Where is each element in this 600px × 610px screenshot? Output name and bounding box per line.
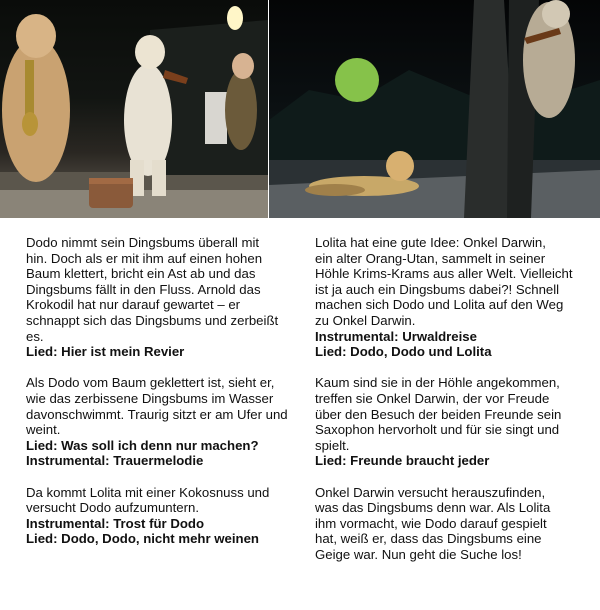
text-line: Geige war. Nun geht die Suche los! [315,546,522,562]
text-line: ist ja auch ein Dingsbums dabei?! Schnell [315,281,560,297]
text-line: davonschwimmt. Traurig sitzt er am Ufer und [26,406,288,422]
text-line: Kaum sind sie in der Höhle angekommen, [315,375,560,391]
text-line: Dodo nimmt sein Dingsbums überall mit [26,235,260,250]
text-line: Krokodil hat nur darauf gewartet – er [26,297,241,313]
text-line: Als Dodo vom Baum geklettert ist, sieht er, [26,375,275,391]
track-title: Lied: Was soll ich denn nur machen? [26,437,259,453]
track-title: Instrumental: Trauermelodie [26,453,204,469]
text-line: Saxophon hervorholt und für sie singt und [315,422,560,438]
text-line: Lolita hat eine gute Idee: Onkel Darwin, [315,235,546,250]
track-title: Instrumental: Urwaldreise [315,328,477,344]
text-line: treffen sie Onkel Darwin, der vor Freude [315,390,550,406]
left-paragraph [26,375,290,469]
text-line: hin. Doch als er mit ihm auf einen hohen [26,250,263,266]
track-title: Lied: Hier ist mein Revier [26,344,185,360]
stage-photo-right [269,0,600,218]
track-title: Lied: Dodo, Dodo, nicht mehr weinen [26,531,259,547]
text-line: ihm vormacht, wie Dodo darauf gespielt [315,515,547,531]
text-column-left [26,235,290,562]
left-paragraph [26,235,290,360]
text-line: Onkel Darwin versucht herauszufinden, [315,484,546,500]
text-line: weint. [26,422,61,438]
text-line: spielt. [315,437,350,453]
right-paragraph [315,485,579,563]
stage-photo-left-art [0,0,268,218]
right-paragraph [315,235,579,360]
text-line: versucht Dodo aufzumuntern. [26,500,199,516]
text-line: Baum klettert, bricht ein Ast ab und das [26,266,256,282]
track-title: Lied: Freunde braucht jeder [315,453,490,469]
text-line: es. [26,328,44,344]
text-column-right [315,235,579,578]
left-paragraph [26,485,290,547]
text-line: zu Onkel Darwin. [315,312,416,328]
right-paragraph [315,375,579,469]
stage-photo-right-art [269,0,600,218]
text-line: Höhle Krims-Krams aus aller Welt. Vielleicht [315,266,573,282]
text-line: hat, weiß er, dass das Dingsbums eine [315,531,542,547]
text-line: Da kommt Lolita mit einer Kokosnuss und [26,484,270,500]
track-title: Lied: Dodo, Dodo und Lolita [315,344,492,360]
text-line: über den Besuch der beiden Freunde sein [315,406,562,422]
text-line: schnappt sich das Dingsbums und zerbeißt [26,312,279,328]
text-line: wie das zerbissene Dingsbums im Wasser [26,390,274,406]
text-line: machen sich Dodo und Lolita auf den Weg [315,297,564,313]
photo-strip [0,0,600,218]
text-line: ein alter Orang-Utan, sammelt in seiner [315,250,546,266]
stage-photo-left [0,0,268,218]
text-line: Dingsbums fällt in den Fluss. Arnold das [26,281,261,297]
track-title: Instrumental: Trost für Dodo [26,515,205,531]
text-line: was das Dingsbums denn war. Als Lolita [315,500,551,516]
